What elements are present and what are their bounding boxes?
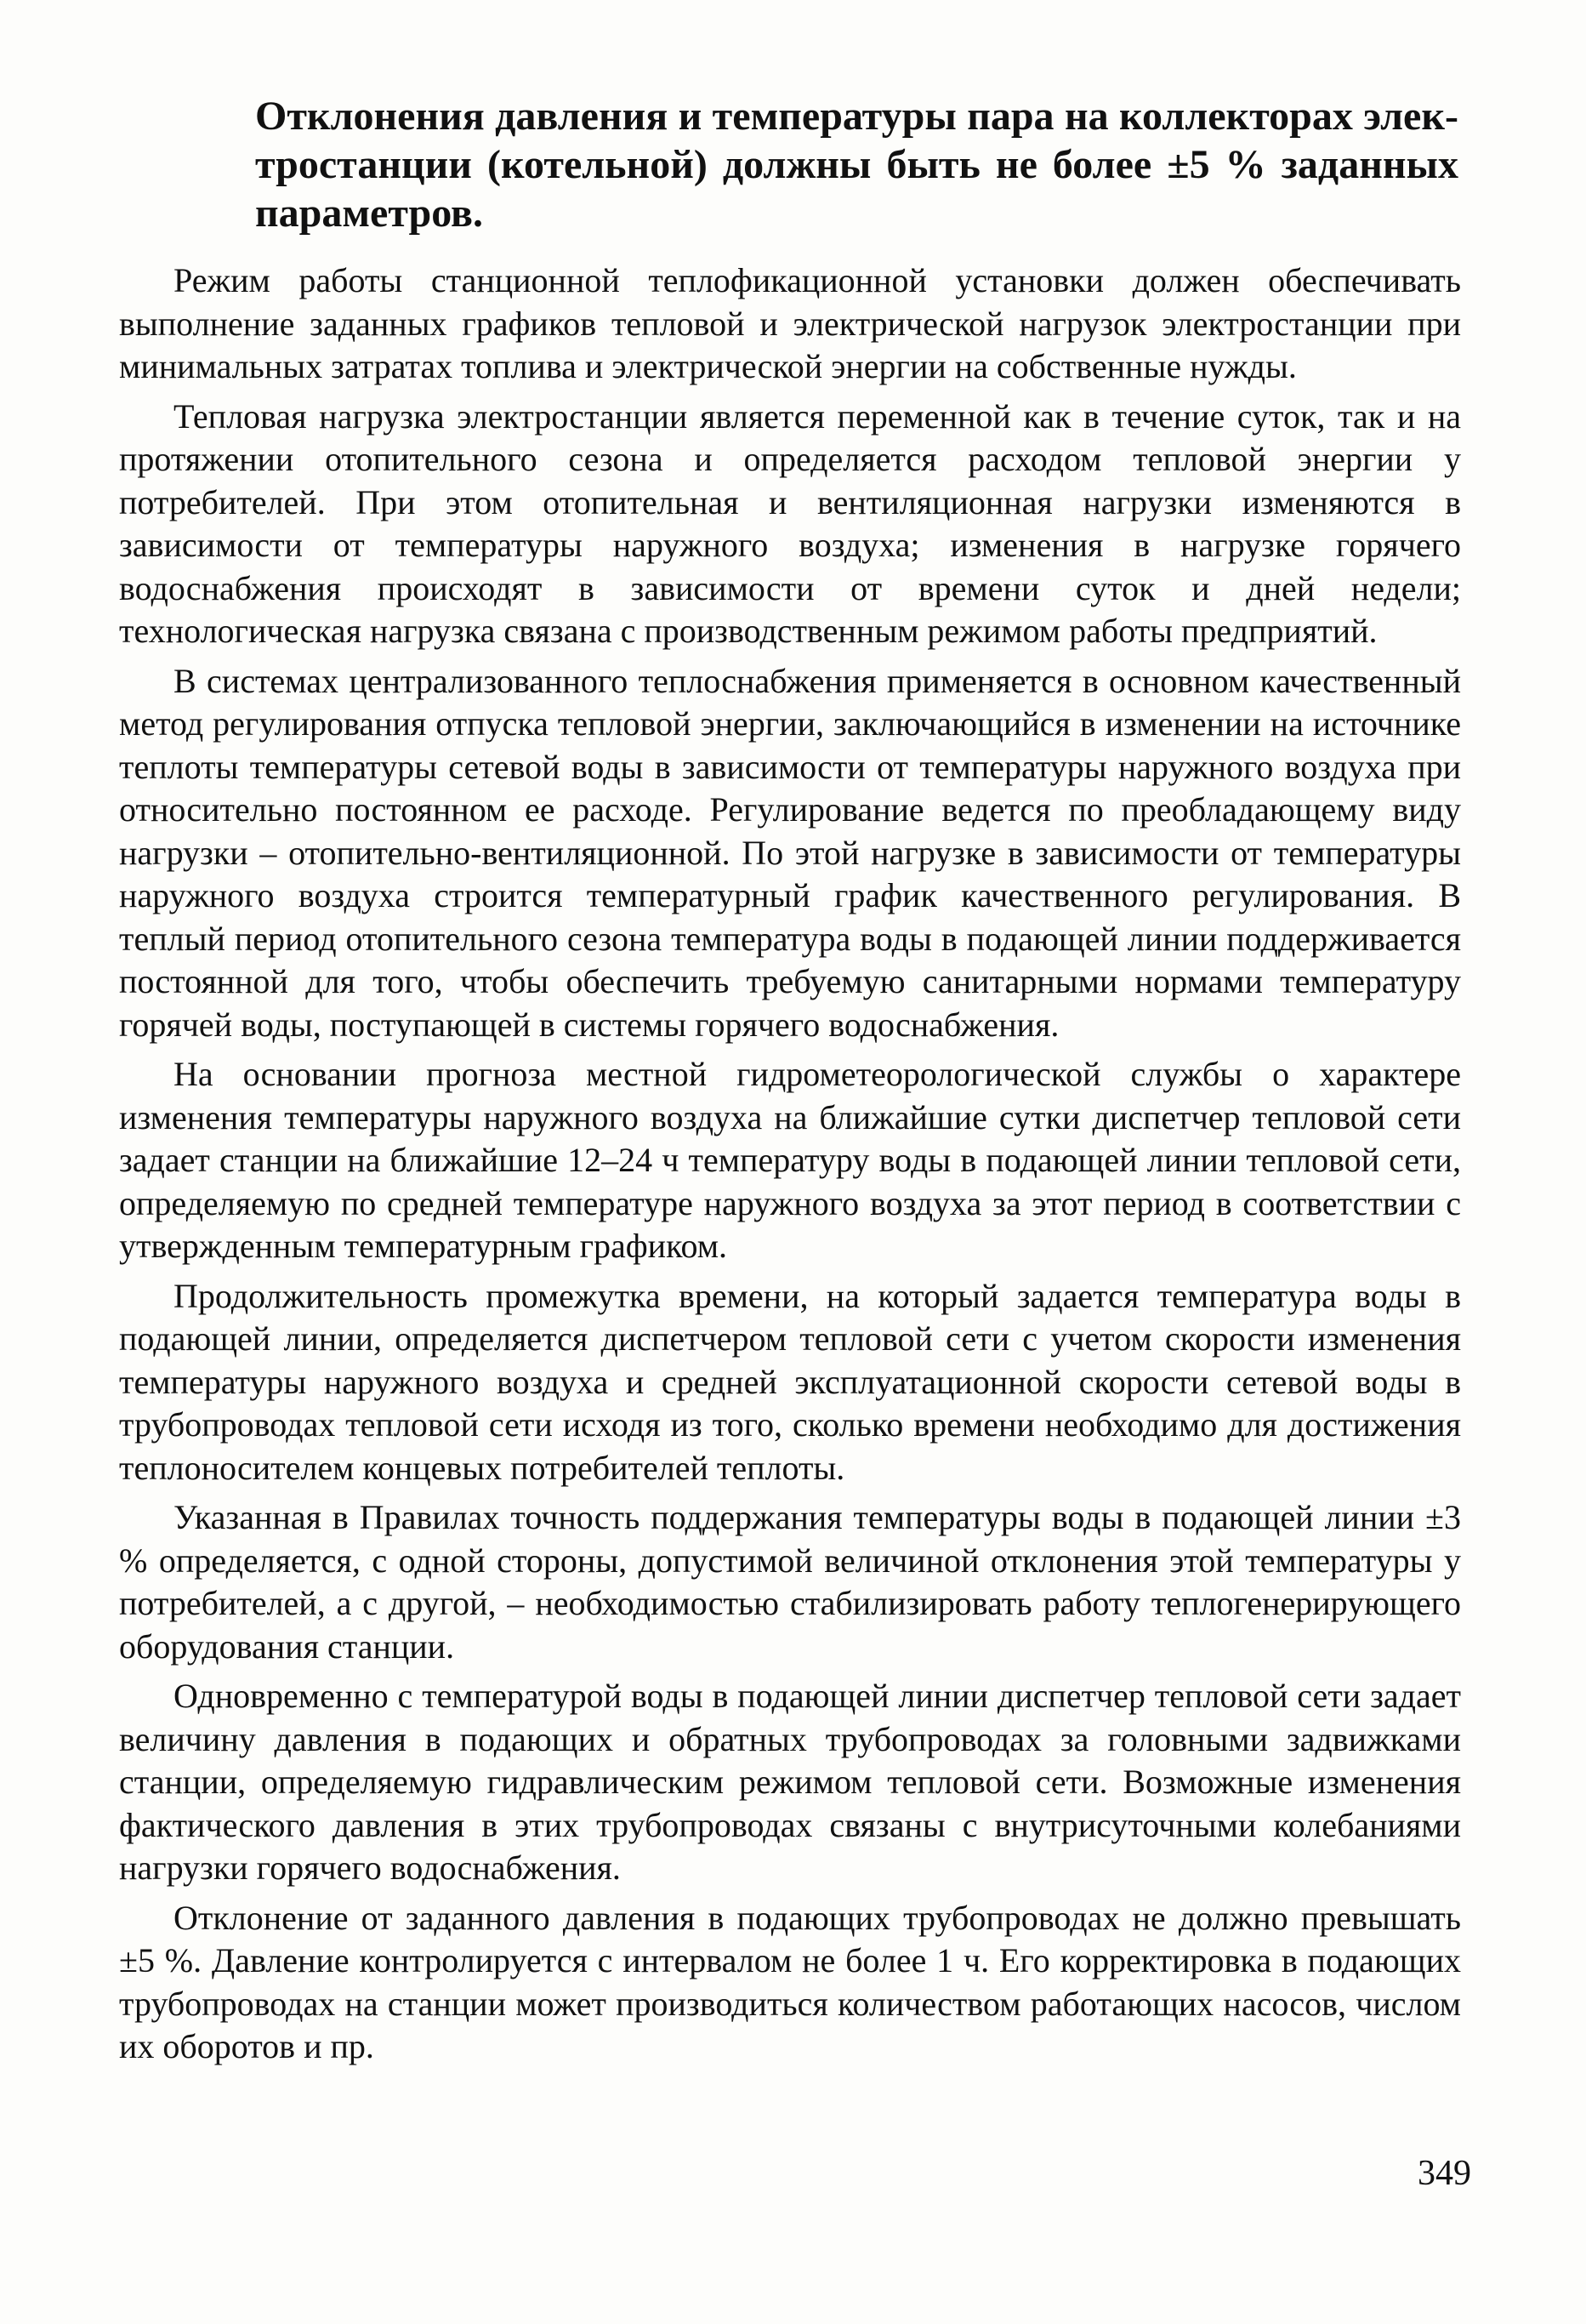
paragraph: Указанная в Правилах точность поддержания температуры воды в подающей линии ±3 % определяется, с одной стороны, допустимой величиной отклонения этой температуры у потребителей, а с другой, – необходимостью стабилизировать работу теплогенерирующего оборудования станции.	[119, 1498, 1461, 1666]
paragraph: Отклонение от заданного давления в подающих трубопроводах не должно превышать ±5 %. Давление контролируется с интервалом не более 1 ч. Его корректировка в подающих трубопроводах на станции может производиться количеством работающих насосов, числом их оборотов и пр.	[119, 1898, 1461, 2065]
paragraph: В системах централизованного теплоснабжения применяется в основном качественный метод регулирования отпуска тепловой энергии, заключающийся в изменении на источнике теплоты температуры сетевой воды в зависимости от температуры наружного воздуха при относительно постоянном ее расходе. Регулирование ведется по преобладающему виду нагрузки – отопительно-вентиляционной. По этой нагрузке в зависимости от температуры наружного воздуха строится температурный график качественного регулирования. В теплый период отопительного сезона температура воды в подающей линии поддерживается постоянной для того, чтобы обеспечить требуемую санитарными нормами температуру горячей воды, поступающей в системы горячего водоснабжения.	[119, 661, 1461, 1044]
paragraph: Режим работы станционной теплофикационной установки должен обеспечивать выполнение заданных графиков тепловой и электрической нагрузок электростанции при минимальных затратах топлива и электрической энергии на собственные нужды.	[119, 261, 1461, 385]
paragraph: Тепловая нагрузка электростанции является переменной как в течение суток, так и на протяжении отопительного сезона и определяется расходом тепловой энергии у потребителей. При этом отопительная и вентиляционная нагрузки изменяются в зависимости от температуры наружного воздуха; изменения в нагрузке горячего водоснабжения происходят в зависимости от времени суток и дней недели; технологическая нагрузка связана с производственным режимом работы предприятий.	[119, 396, 1461, 650]
section-heading: Отклонения давления и температуры пара на коллекторах электростанции (котельной) должны быть не более ±5 % заданных параметров.	[255, 94, 1458, 236]
page-number: 349	[1418, 2154, 1471, 2193]
paragraph: Продолжительность промежутка времени, на который задается температура воды в подающей линии, определяется диспетчером тепловой сети с учетом скорости изменения температуры наружного воздуха и средней эксплуатационной скорости сетевой воды в трубопроводах тепловой сети исходя из того, сколько времени необходимо для достижения теплоносителем концевых потребителей теплоты.	[119, 1276, 1461, 1487]
body-text	[119, 259, 1461, 2076]
paragraph: Одновременно с температурой воды в подающей линии диспетчер тепловой сети задает величину давления в подающих и обратных трубопроводах за головными задвижками станции, определяемую гидравлическим режимом тепловой сети. Возможные изменения фактического давления в этих трубопроводах связаны с внутрисуточными колебаниями нагрузки горячего водоснабжения.	[119, 1677, 1461, 1887]
paragraph: На основании прогноза местной гидрометеорологической службы о характере изменения температуры наружного воздуха на ближайшие сутки диспетчер тепловой сети задает станции на ближайшие 12–24 ч температуру воды в подающей линии тепловой сети, определяемую по средней температуре наружного воздуха за этот период в соответствии с утвержденным температурным графиком.	[119, 1055, 1461, 1265]
